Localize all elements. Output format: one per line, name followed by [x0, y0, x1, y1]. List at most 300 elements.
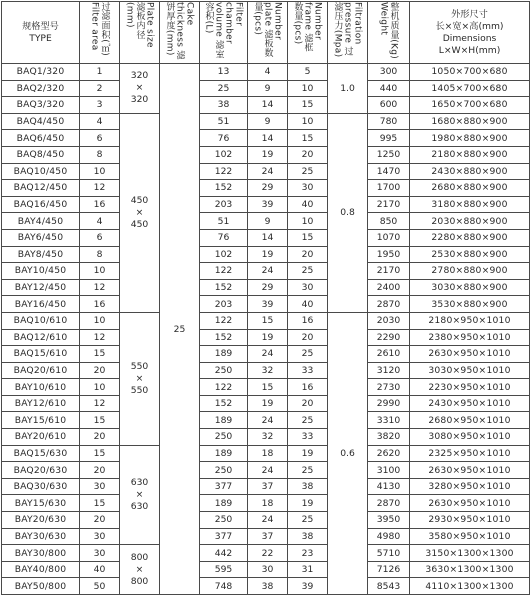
cell-model: BAY8/450 [2, 246, 80, 263]
cell-dims: 2280×880×900 [410, 229, 530, 246]
cell-model: BAY20/610 [2, 429, 80, 446]
cell-frames: 10 [288, 213, 328, 230]
plate-size-part: 630 [130, 476, 149, 488]
cell-dims: 2680×880×900 [410, 180, 530, 197]
cell-filtration-pressure: 0.6 [328, 312, 368, 594]
cell-frames: 19 [288, 495, 328, 512]
cell-model: BAQ6/450 [2, 130, 80, 147]
cell-volume: 189 [200, 445, 248, 462]
cell-plates: 15 [248, 379, 288, 396]
cell-volume: 595 [200, 561, 248, 578]
cell-frames: 30 [288, 180, 328, 197]
table-row [2, 395, 530, 412]
cell-frames: 5 [288, 64, 328, 81]
cell-dims: 2430×880×900 [410, 163, 530, 180]
cell-plates: 14 [248, 229, 288, 246]
cell-area: 10 [80, 379, 120, 396]
cell-weight: 2030 [368, 312, 410, 329]
cell-volume: 377 [200, 528, 248, 545]
cell-model: BAY30/630 [2, 528, 80, 545]
cell-area: 50 [80, 578, 120, 595]
cell-weight: 2990 [368, 395, 410, 412]
table-row [2, 146, 530, 163]
cell-volume: 76 [200, 130, 248, 147]
cell-volume: 25 [200, 80, 248, 97]
header-area-label: 过滤面积(㎡) Filter area [89, 2, 110, 57]
plate-size-part: × [135, 563, 144, 575]
cell-model: BAQ15/630 [2, 445, 80, 462]
cell-weight: 2170 [368, 196, 410, 213]
cell-area: 15 [80, 412, 120, 429]
cell-area: 4 [80, 113, 120, 130]
header-dims-cn: 外形尺寸 [451, 8, 488, 20]
cell-area: 12 [80, 180, 120, 197]
header-area [80, 2, 120, 64]
plate-size-part: × [135, 206, 144, 218]
cell-dims: 2680×950×1010 [410, 412, 530, 429]
plate-size-part: × [135, 82, 144, 94]
cell-frames: 25 [288, 512, 328, 529]
cell-plates: 9 [248, 113, 288, 130]
cell-plates: 19 [248, 329, 288, 346]
cell-area: 20 [80, 362, 120, 379]
header-cake [160, 2, 200, 64]
cell-model: BAY30/800 [2, 545, 80, 562]
cell-plates: 39 [248, 196, 288, 213]
cell-model: BAY40/800 [2, 561, 80, 578]
cell-plates: 24 [248, 346, 288, 363]
cell-area: 20 [80, 512, 120, 529]
cell-frames: 30 [288, 279, 328, 296]
cell-plates: 19 [248, 395, 288, 412]
cell-model: BAQ1/320 [2, 64, 80, 81]
cell-volume: 189 [200, 495, 248, 512]
cell-weight: 2170 [368, 263, 410, 280]
cell-volume: 203 [200, 196, 248, 213]
header-dims [410, 2, 530, 64]
cell-plates: 24 [248, 462, 288, 479]
cell-dims: 3080×950×1010 [410, 429, 530, 446]
cell-plates: 19 [248, 246, 288, 263]
cell-dims: 3530×880×900 [410, 296, 530, 313]
cell-plates: 29 [248, 180, 288, 197]
cell-model: BAQ12/610 [2, 329, 80, 346]
cell-weight: 3120 [368, 362, 410, 379]
table-row [2, 296, 530, 313]
header-dims-en: Dimensions [442, 32, 497, 44]
cell-frames: 38 [288, 478, 328, 495]
cell-area: 10 [80, 263, 120, 280]
plate-size-part: × [135, 372, 144, 384]
cell-volume: 122 [200, 312, 248, 329]
cell-frames: 38 [288, 528, 328, 545]
header-frames-label: Number frame 滤框数量(pcs) [292, 2, 323, 52]
cell-plates: 19 [248, 146, 288, 163]
cell-plates: 37 [248, 478, 288, 495]
cell-weight: 300 [368, 64, 410, 81]
cell-frames: 20 [288, 146, 328, 163]
table-row [2, 429, 530, 446]
header-model-en: TYPE [29, 32, 52, 44]
cell-volume: 76 [200, 229, 248, 246]
cell-plate-size [120, 113, 160, 312]
cell-frames: 25 [288, 412, 328, 429]
cell-volume: 250 [200, 429, 248, 446]
cell-dims: 3030×880×900 [410, 279, 530, 296]
cell-weight: 3310 [368, 412, 410, 429]
header-plates-label: Number plate 滤板数量(pcs) [252, 2, 283, 58]
cell-frames: 20 [288, 329, 328, 346]
cell-area: 16 [80, 296, 120, 313]
cell-volume: 442 [200, 545, 248, 562]
cell-filtration-pressure: 0.8 [328, 113, 368, 312]
cell-model: BAQ16/450 [2, 196, 80, 213]
cell-frames: 40 [288, 296, 328, 313]
cell-weight: 850 [368, 213, 410, 230]
cell-weight: 2870 [368, 296, 410, 313]
cell-dims: 3180×880×900 [410, 196, 530, 213]
cell-volume: 152 [200, 279, 248, 296]
cell-dims: 2630×950×1010 [410, 462, 530, 479]
cell-plate-size [120, 445, 160, 545]
cell-model: BAY15/610 [2, 412, 80, 429]
cell-frames: 10 [288, 113, 328, 130]
table-row [2, 113, 530, 130]
cell-dims: 2630×950×1010 [410, 495, 530, 512]
cell-model: BAY6/450 [2, 229, 80, 246]
plate-size-part: 550 [130, 360, 149, 372]
table-row [2, 478, 530, 495]
cell-weight: 8543 [368, 578, 410, 595]
cell-weight: 1470 [368, 163, 410, 180]
cell-dims: 2230×950×1010 [410, 379, 530, 396]
cell-area: 6 [80, 229, 120, 246]
cell-weight: 7126 [368, 561, 410, 578]
plate-size-part: 800 [130, 551, 149, 563]
cell-model: BAQ20/610 [2, 362, 80, 379]
table-row [2, 279, 530, 296]
cell-model: BAQ10/610 [2, 312, 80, 329]
header-plate [120, 2, 160, 64]
cell-frames: 15 [288, 229, 328, 246]
cell-dims: 2030×880×900 [410, 213, 530, 230]
header-volume [200, 2, 248, 64]
header-weight [368, 2, 410, 64]
cell-plate-size [120, 64, 160, 114]
header-frames [288, 2, 328, 64]
table-row [2, 312, 530, 329]
table-row [2, 545, 530, 562]
cell-frames: 23 [288, 545, 328, 562]
table-row [2, 97, 530, 114]
cell-volume: 51 [200, 113, 248, 130]
cell-weight: 2870 [368, 495, 410, 512]
cell-weight: 995 [368, 130, 410, 147]
header-plate-label: Plate size 滤板内径(mm) [124, 2, 155, 48]
cell-frames: 15 [288, 130, 328, 147]
cell-model: BAY12/450 [2, 279, 80, 296]
table-row [2, 246, 530, 263]
cell-volume: 13 [200, 64, 248, 81]
cell-model: BAY16/450 [2, 296, 80, 313]
cell-area: 3 [80, 97, 120, 114]
cell-area: 12 [80, 395, 120, 412]
cell-model: BAQ10/450 [2, 163, 80, 180]
cell-model: BAQ20/630 [2, 462, 80, 479]
cell-weight: 5710 [368, 545, 410, 562]
table-row [2, 213, 530, 230]
cell-volume: 122 [200, 263, 248, 280]
cell-model: BAQ15/610 [2, 346, 80, 363]
cell-area: 30 [80, 478, 120, 495]
spec-table [1, 1, 530, 595]
cell-plates: 9 [248, 213, 288, 230]
cell-volume: 189 [200, 346, 248, 363]
cell-frames: 25 [288, 346, 328, 363]
table-row [2, 462, 530, 479]
cell-frames: 33 [288, 429, 328, 446]
cell-dims: 1680×880×900 [410, 113, 530, 130]
cell-volume: 250 [200, 362, 248, 379]
cell-area: 8 [80, 246, 120, 263]
cell-dims: 1405×700×680 [410, 80, 530, 97]
cell-frames: 25 [288, 462, 328, 479]
cell-filtration-pressure: 1.0 [328, 64, 368, 114]
cell-frames: 16 [288, 379, 328, 396]
cell-area: 12 [80, 279, 120, 296]
cell-volume: 250 [200, 512, 248, 529]
cell-dims: 3030×950×1010 [410, 362, 530, 379]
cell-volume: 203 [200, 296, 248, 313]
cell-plates: 38 [248, 578, 288, 595]
cell-dims: 2930×950×1010 [410, 512, 530, 529]
table-row [2, 229, 530, 246]
cell-plates: 24 [248, 163, 288, 180]
cell-frames: 20 [288, 246, 328, 263]
plate-size-part: 800 [130, 575, 149, 587]
cell-frames: 33 [288, 362, 328, 379]
table-row [2, 346, 530, 363]
cell-volume: 38 [200, 97, 248, 114]
cell-plates: 4 [248, 64, 288, 81]
header-pressure [328, 2, 368, 64]
cell-weight: 2290 [368, 329, 410, 346]
cell-volume: 189 [200, 412, 248, 429]
cell-dims: 3630×1300×1300 [410, 561, 530, 578]
table-row [2, 80, 530, 97]
plate-size-part: 630 [130, 500, 149, 512]
cell-model: BAQ12/450 [2, 180, 80, 197]
cell-model: BAQ30/630 [2, 478, 80, 495]
cell-weight: 2730 [368, 379, 410, 396]
cell-dims: 2380×950×1010 [410, 329, 530, 346]
cell-plates: 32 [248, 362, 288, 379]
cell-volume: 51 [200, 213, 248, 230]
cell-volume: 102 [200, 146, 248, 163]
cell-weight: 1070 [368, 229, 410, 246]
cell-dims: 2430×950×1010 [410, 395, 530, 412]
cell-area: 10 [80, 312, 120, 329]
cell-weight: 600 [368, 97, 410, 114]
cell-volume: 152 [200, 180, 248, 197]
header-row [2, 2, 530, 64]
cell-plates: 14 [248, 97, 288, 114]
cell-area: 6 [80, 130, 120, 147]
cell-area: 20 [80, 462, 120, 479]
cell-volume: 122 [200, 379, 248, 396]
cell-area: 2 [80, 80, 120, 97]
cell-volume: 122 [200, 163, 248, 180]
table-row [2, 130, 530, 147]
cell-area: 15 [80, 445, 120, 462]
cell-area: 15 [80, 495, 120, 512]
cell-model: BAY20/630 [2, 512, 80, 529]
cell-model: BAY15/630 [2, 495, 80, 512]
plate-size-part: 320 [130, 70, 149, 82]
cell-plate-size [120, 545, 160, 595]
cell-area: 15 [80, 346, 120, 363]
cell-dims: 2530×880×900 [410, 246, 530, 263]
cell-weight: 2610 [368, 346, 410, 363]
header-pressure-label: Filtration pressure 过滤压力(Mpa) [332, 2, 363, 58]
cell-model: BAY50/800 [2, 578, 80, 595]
cell-model: BAQ2/320 [2, 80, 80, 97]
cell-plates: 22 [248, 545, 288, 562]
cell-model: BAY12/610 [2, 395, 80, 412]
cell-plates: 39 [248, 296, 288, 313]
cell-area: 30 [80, 545, 120, 562]
cell-weight: 2620 [368, 445, 410, 462]
cell-frames: 25 [288, 263, 328, 280]
header-plates [248, 2, 288, 64]
cell-model: BAY4/450 [2, 213, 80, 230]
table-row [2, 362, 530, 379]
cell-weight: 1250 [368, 146, 410, 163]
cell-area: 10 [80, 163, 120, 180]
cell-dims: 3580×950×1010 [410, 528, 530, 545]
cell-weight: 4130 [368, 478, 410, 495]
cell-dims: 1650×700×680 [410, 97, 530, 114]
header-dims-cn-unit: 长×宽×高(mm) [435, 20, 504, 32]
cell-frames: 16 [288, 312, 328, 329]
table-row [2, 528, 530, 545]
cell-area: 1 [80, 64, 120, 81]
cell-weight: 780 [368, 113, 410, 130]
cell-area: 4 [80, 213, 120, 230]
table-row [2, 196, 530, 213]
cell-volume: 152 [200, 329, 248, 346]
cell-dims: 2180×880×900 [410, 146, 530, 163]
table-row [2, 578, 530, 595]
plate-size-part: 320 [130, 94, 149, 106]
plate-size-part: 550 [130, 384, 149, 396]
header-weight-label: 整机质量(Kg) Weight [378, 2, 399, 60]
cell-frames: 19 [288, 445, 328, 462]
cell-dims: 1980×880×900 [410, 130, 530, 147]
cell-plates: 24 [248, 412, 288, 429]
cell-plate-size [120, 312, 160, 445]
cell-cake-thickness: 25 [160, 64, 200, 595]
cell-dims: 2325×950×1010 [410, 445, 530, 462]
cell-weight: 3100 [368, 462, 410, 479]
cell-frames: 31 [288, 561, 328, 578]
cell-plates: 18 [248, 445, 288, 462]
cell-dims: 2630×950×1010 [410, 346, 530, 363]
cell-volume: 102 [200, 246, 248, 263]
table-row [2, 163, 530, 180]
cell-dims: 3280×950×1010 [410, 478, 530, 495]
table-row [2, 495, 530, 512]
cell-area: 8 [80, 146, 120, 163]
plate-size-part: 450 [130, 218, 149, 230]
cell-frames: 39 [288, 578, 328, 595]
cell-frames: 40 [288, 196, 328, 213]
table-row [2, 412, 530, 429]
cell-model: BAQ8/450 [2, 146, 80, 163]
cell-weight: 3950 [368, 512, 410, 529]
table-row [2, 445, 530, 462]
spec-body [2, 64, 530, 595]
cell-dims: 4110×1300×1300 [410, 578, 530, 595]
table-row [2, 512, 530, 529]
cell-dims: 2780×880×900 [410, 263, 530, 280]
cell-plates: 9 [248, 80, 288, 97]
cell-plates: 24 [248, 263, 288, 280]
cell-dims: 3150×1300×1300 [410, 545, 530, 562]
cell-model: BAY10/610 [2, 379, 80, 396]
cell-frames: 20 [288, 395, 328, 412]
cell-frames: 15 [288, 97, 328, 114]
cell-volume: 250 [200, 462, 248, 479]
cell-plates: 18 [248, 495, 288, 512]
cell-dims: 2180×950×1010 [410, 312, 530, 329]
cell-frames: 10 [288, 80, 328, 97]
cell-volume: 748 [200, 578, 248, 595]
cell-weight: 2400 [368, 279, 410, 296]
header-dims-en-unit: L×W×H(mm) [438, 44, 501, 56]
cell-dims: 1050×700×680 [410, 64, 530, 81]
cell-area: 40 [80, 561, 120, 578]
table-row [2, 180, 530, 197]
cell-model: BAQ4/450 [2, 113, 80, 130]
cell-plates: 14 [248, 130, 288, 147]
cell-area: 16 [80, 196, 120, 213]
cell-model: BAQ3/320 [2, 97, 80, 114]
cell-frames: 25 [288, 163, 328, 180]
cell-area: 20 [80, 429, 120, 446]
table-row [2, 329, 530, 346]
plate-size-part: × [135, 488, 144, 500]
cell-weight: 1700 [368, 180, 410, 197]
cell-model: BAY10/450 [2, 263, 80, 280]
header-model-cn: 规格型号 [22, 20, 59, 32]
cell-weight: 440 [368, 80, 410, 97]
table-row [2, 64, 530, 81]
cell-plates: 24 [248, 512, 288, 529]
header-volume-label: Filter chamber volume 滤室容积(L) [203, 2, 244, 59]
plate-size-part: 450 [130, 194, 149, 206]
table-row [2, 263, 530, 280]
cell-volume: 152 [200, 395, 248, 412]
cell-area: 12 [80, 329, 120, 346]
cell-plates: 37 [248, 528, 288, 545]
header-model [2, 2, 80, 64]
cell-plates: 30 [248, 561, 288, 578]
table-row [2, 379, 530, 396]
cell-plates: 29 [248, 279, 288, 296]
cell-plates: 32 [248, 429, 288, 446]
cell-weight: 4980 [368, 528, 410, 545]
